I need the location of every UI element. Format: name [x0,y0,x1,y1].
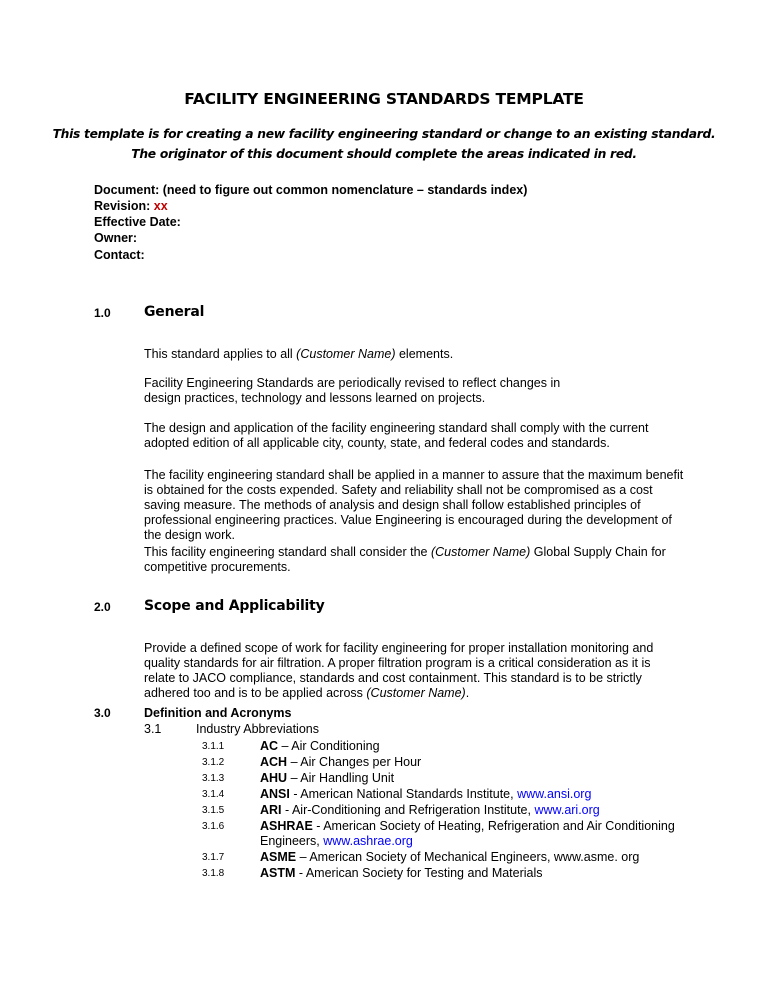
section-2-heading: Scope and Applicability [144,598,325,614]
abbreviation-number: 3.1.8 [202,868,225,879]
section-1-number: 1.0 [94,306,111,320]
abbreviation-term: AC [260,739,279,753]
section-1-paragraph-4: The facility engineering standard shall be applied in a manner to assure that the maximum benefit is obtained for the costs expended. Safety and reliability shall not be compromised as a cost saving measure. The methods of analysis and design shall follow established principles of professional engineering practices. Value Engineering is encouraged during the development of the design work. [144,468,684,542]
abbreviation-item [260,755,700,770]
abbreviation-definition: - American National Standards Institute, [289,787,518,801]
section-1-heading: General [144,304,205,320]
scope-text-end: . [465,686,470,700]
abbreviation-number: 3.1.4 [202,789,225,800]
abbreviation-definition: - Air-Conditioning and Refrigeration Institute, [281,803,535,817]
p2-line-2: design practices, technology and lessons learned on projects. [144,391,486,405]
abbreviation-term: ASHRAE [260,819,313,833]
section-3-heading: Definition and Acronyms [144,706,292,720]
abbreviation-term: ASTM [260,866,296,880]
abbreviation-item [260,771,700,786]
meta-revision [94,199,168,213]
abbreviation-definition: – Air Conditioning [278,739,380,753]
customer-name-placeholder: (Customer Name) [430,545,531,559]
website-link[interactable]: www.ari.org [534,803,600,817]
subsection-3-1-number: 3.1 [144,722,162,736]
abbreviation-definition: – American Society of Mechanical Engineers, www.asme. org [296,850,640,864]
section-1-paragraph-1 [144,347,684,362]
website-link[interactable]: www.ashrae.org [323,834,413,848]
section-1-paragraph-3: The design and application of the facility engineering standard shall comply with the current adopted edition of all applicable city, county, state, and federal codes and standards. [144,421,649,450]
abbreviation-term: ACH [260,755,288,769]
subsection-3-1-title: Industry Abbreviations [196,722,319,736]
revision-label: Revision: [94,199,154,213]
abbreviation-item [260,803,700,818]
abbreviation-definition: – Air Changes per Hour [287,755,422,769]
section-3-number: 3.0 [94,706,111,720]
abbreviation-number: 3.1.7 [202,852,225,863]
website-link[interactable]: www.ansi.org [517,787,592,801]
revision-value: xx [153,199,168,213]
p2-line-1: Facility Engineering Standards are periodically revised to reflect changes in [144,376,561,390]
p1-text: This standard applies to all [144,347,297,361]
customer-name-placeholder: (Customer Name) [366,686,466,700]
abbreviation-definition: - American Society for Testing and Materials [295,866,543,880]
section-2-number: 2.0 [94,600,111,614]
abbreviation-number: 3.1.3 [202,773,225,784]
p5-text-end: Global Supply Chain for competitive procurements. [144,545,666,574]
meta-owner: Owner: [94,231,138,245]
template-instruction-line-2: The originator of this document should complete the areas indicated in red. [131,147,637,161]
abbreviation-item [260,866,700,881]
section-2-paragraph-1 [144,641,684,701]
p1-text-end: elements. [395,347,454,361]
abbreviation-number: 3.1.2 [202,757,225,768]
abbreviation-term: ASME [260,850,297,864]
abbreviation-item [260,787,700,802]
meta-effective-date: Effective Date: [94,215,181,229]
meta-contact: Contact: [94,248,145,262]
scope-text: Provide a defined scope of work for facility engineering for proper installation monitoring and quality standards for air filtration. A proper filtration program is a critical consideration as it is relate to JACO compliance, standards and cost containment. This standard is to be strictly adhered too and is to be applied across [144,641,654,700]
abbreviation-definition: - American Society of Heating, Refrigeration and Air Conditioning Engineers, [260,819,675,848]
abbreviation-number: 3.1.5 [202,805,225,816]
document-title: FACILITY ENGINEERING STANDARDS TEMPLATE [184,90,584,108]
template-instruction-line-1: This template is for creating a new facility engineering standard or change to an existing standard. [52,127,716,141]
meta-document: Document: (need to figure out common nomenclature – standards index) [94,183,528,197]
section-1-paragraph-5 [144,545,684,575]
abbreviation-term: ARI [260,803,282,817]
abbreviation-term: AHU [260,771,288,785]
section-1-paragraph-2 [144,376,684,406]
abbreviation-item [260,739,700,754]
abbreviation-item [260,850,700,865]
customer-name-placeholder: (Customer Name) [296,347,396,361]
abbreviation-definition: – Air Handling Unit [287,771,395,785]
abbreviation-item [260,819,700,849]
abbreviation-number: 3.1.6 [202,821,225,832]
p5-text: This facility engineering standard shall consider the [144,545,431,559]
abbreviation-term: ANSI [260,787,290,801]
abbreviation-number: 3.1.1 [202,741,225,752]
